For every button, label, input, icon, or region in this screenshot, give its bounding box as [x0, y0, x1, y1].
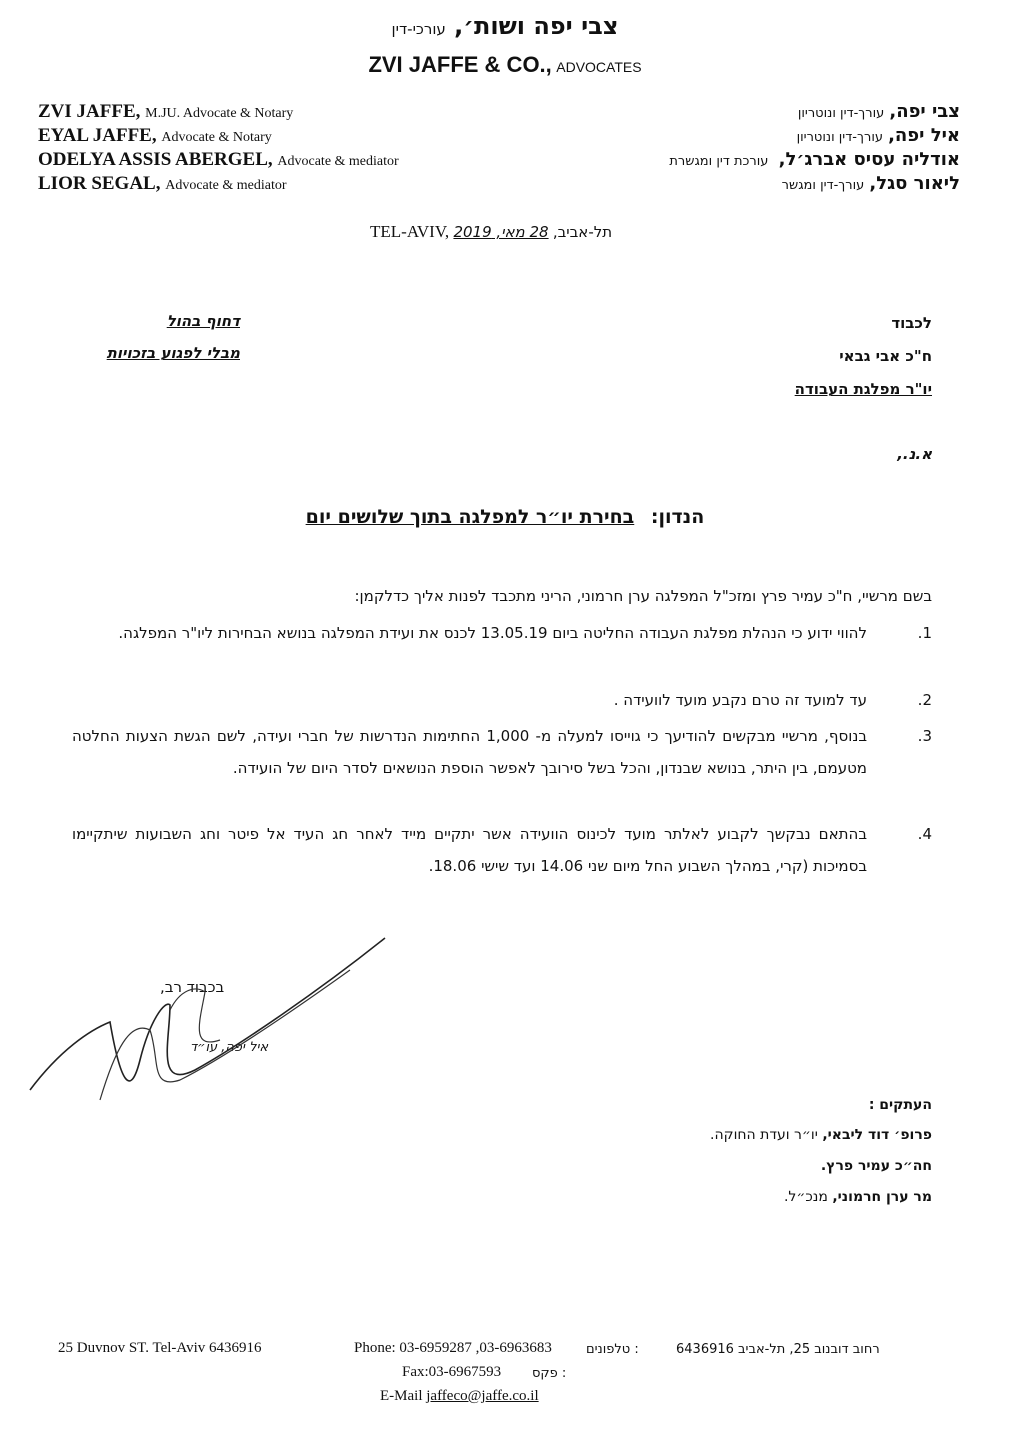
item-text: בנוסף, מרשיי מבקשים להודיעך כי גוייסו למעלה מ- 1,000 החתימות הנדרשות של חברי ועידה, לשם הגשת הצעות החלטה מטעמם, בין היתר, בנושא שבנדון, והכל בשל סירובך לאפשר הוספת הנושאים לסדר היום של הועידה. — [72, 727, 867, 777]
partner-name: אודליה עסיס אברג׳ל, — [778, 149, 960, 170]
partner-role: עורך-דין ונוטריון — [797, 106, 885, 121]
signer-name: איל יפה, עו״ד — [190, 1040, 269, 1055]
date-line — [370, 222, 612, 242]
cc-name: פרופ׳ דוד ליבאי, — [822, 1127, 932, 1143]
partner-en-2 — [38, 125, 272, 147]
partner-name: ליאור סגל, — [869, 173, 960, 194]
cc-name: מר ערן חרמוני, — [832, 1189, 932, 1205]
partner-he-1 — [798, 101, 960, 122]
date-city-en: TEL-AVIV, — [370, 222, 450, 241]
firm-sub-en: ADVOCATES — [556, 59, 642, 75]
subject-label: הנדון: — [650, 506, 705, 528]
recipient-name: ח"כ אבי גבאי — [839, 347, 932, 365]
cc-entry — [710, 1127, 932, 1143]
partner-en-1 — [38, 101, 293, 123]
partner-role: Advocate & mediator — [277, 154, 399, 169]
firm-name-he: צבי יפה ושות׳ — [463, 12, 619, 40]
letterhead-english — [0, 52, 1010, 78]
footer-phone-en: Phone: 03-6959287 ,03-6963683 — [354, 1340, 552, 1356]
letterhead-hebrew: צבי יפה ושות׳, עורכי-דין — [391, 12, 619, 40]
closing: בכבוד רב, — [160, 978, 225, 996]
item-number: 1. — [917, 624, 932, 642]
list-item — [72, 684, 932, 716]
cc-name: חה״כ עמיר פרץ. — [820, 1158, 932, 1174]
cc-entry — [821, 1158, 932, 1174]
firm-sub-he: עורכי-דין — [391, 20, 446, 38]
partner-name: EYAL JAFFE, — [38, 125, 157, 146]
item-text: בהתאם נבקשך לקבוע לאלתר מועד לכינוס הוועידה אשר יתקיים מייד לאחר חג העיד אל פיטר וחג השבועות שיתקיימו בסמיכות (קרי, במהלך השבוע החל מיום שני 14.06 ועד שישי 18.06. — [72, 825, 867, 875]
firm-name-en: ZVI JAFFE & CO., — [368, 52, 552, 77]
partner-name: ZVI JAFFE, — [38, 101, 141, 122]
item-number: 3. — [917, 727, 932, 745]
partner-name: ODELYA ASSIS ABERGEL, — [38, 149, 273, 170]
item-number: 4. — [917, 825, 932, 843]
partner-role: M.JU. Advocate & Notary — [145, 106, 294, 121]
handwritten-signature — [20, 930, 400, 1120]
date-value: 28 מאי, 2019 — [453, 223, 549, 241]
partner-role: Advocate & mediator — [165, 178, 287, 193]
date-city-he: תל-אביב, — [552, 223, 613, 241]
partner-role: עורך-דין ומגשר — [781, 178, 865, 193]
cc-detail: יו״ר ועדת החוקה. — [710, 1127, 818, 1143]
partner-en-4 — [38, 173, 287, 195]
footer-address-he: רחוב דובנוב 25, תל-אביב 6436916 — [676, 1342, 880, 1357]
cc-detail: מנכ״ל. — [783, 1189, 828, 1205]
partner-he-3 — [669, 149, 960, 170]
body-intro: בשם מרשיי, ח"כ עמיר פרץ ומזכ"ל המפלגה ערן חרמוני, הריני מתכבד לפנות אליך כדלקמן: — [354, 587, 932, 605]
partner-name: איל יפה, — [888, 125, 960, 146]
list-item — [72, 720, 932, 784]
item-text: להווי ידוע כי הנהלת מפלגת העבודה החליטה ביום 13.05.19 לכנס את ועידת המפלגה בנושא הבחירות ליו"ר המפלגה. — [118, 624, 867, 642]
footer-phone-he-label: : טלפונים — [586, 1342, 639, 1357]
partner-role: עורך-דין ונוטריון — [796, 130, 883, 145]
footer-fax-en: Fax:03-6967593 — [402, 1364, 502, 1380]
item-number: 2. — [917, 691, 932, 709]
recipient-title: יו"ר מפלגת העבודה — [794, 380, 932, 398]
partner-he-2 — [797, 125, 960, 146]
list-item — [72, 818, 932, 882]
list-item — [72, 617, 932, 649]
recipient-salutation: לכבוד — [891, 314, 932, 332]
partner-he-4 — [782, 173, 960, 194]
without-prejudice-label: מבלי לפגוע בזכויות — [106, 344, 240, 362]
partner-role: Advocate & Notary — [161, 130, 272, 145]
partner-role: עורכת דין ומגשרת — [669, 154, 769, 169]
urgent-label: דחוף בהול — [166, 312, 240, 330]
footer-address-en: 25 Duvnov ST. Tel-Aviv 6436916 — [58, 1340, 262, 1356]
cc-entry — [784, 1189, 932, 1205]
subject-text: בחירת יו״ר למפלגה בתוך שלושים יום — [305, 506, 635, 528]
email-link[interactable]: jaffeco@jaffe.co.il — [426, 1388, 539, 1404]
footer-fax-he-label: : פקס — [532, 1366, 567, 1381]
partner-name: LIOR SEGAL, — [38, 173, 161, 194]
partner-en-3 — [38, 149, 399, 171]
subject-line — [0, 506, 1010, 528]
footer-email — [380, 1388, 539, 1405]
partner-name: צבי יפה, — [889, 101, 960, 122]
cc-label: העתקים : — [868, 1097, 932, 1113]
greeting: א.נ., — [897, 445, 932, 463]
email-label: E-Mail — [380, 1388, 423, 1404]
item-text: עד למועד זה טרם נקבע מועד לוועידה . — [613, 691, 867, 709]
